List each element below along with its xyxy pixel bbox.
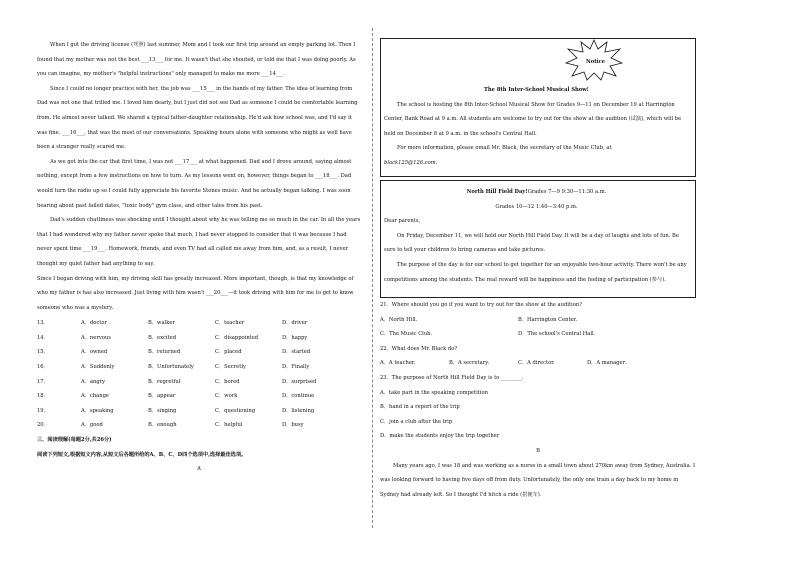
right-column: [380, 38, 696, 502]
option-row: [37, 389, 361, 404]
option-number: 20．: [37, 422, 49, 429]
question-options: [380, 313, 696, 328]
section-instruction: 阅读下列短文,根据短文内容,从短文后各题所给的A、B、C、D四个选项中,选择最佳选项。: [37, 451, 247, 458]
option-b: B．returned: [148, 349, 181, 356]
option-a: A．nervous: [81, 334, 111, 341]
option-b: B．Unfortunately: [148, 364, 194, 371]
field-day-paragraph: On Friday, December 11, we will hold our North Hill Field Day. It will be a day of laughs and lots of fun. Be sure to tell your children to bring cameras and take pictures.: [384, 232, 679, 254]
option-row: [37, 360, 361, 375]
option-row: [37, 418, 361, 433]
left-column: [37, 38, 361, 477]
option-c: C．teacher: [215, 320, 245, 327]
option-a: A．A teacher.: [380, 360, 416, 367]
option-number: 15．: [37, 349, 49, 356]
option-number: 14．: [37, 334, 49, 341]
option-row: [37, 375, 361, 390]
option-c: C．Secretly: [215, 364, 246, 371]
notice-paragraph: The school is hosting the 8th Inter-School Musical Show for Grades 9—11 on December 19 at Harrington Center, Bank Road at 9 a.m. All students are welcome to try out for the show at the audition (试演), which will be held on December 8 at 9 a.m. in the school's Central Hall.: [384, 101, 682, 137]
option-a: A．doctor: [81, 320, 107, 327]
option-a: A．angry: [81, 378, 106, 385]
field-day-heading: [384, 185, 689, 200]
notice-title: The 8th Inter-School Musical Show!: [484, 87, 589, 93]
cloze-options: [37, 316, 361, 433]
option-d: D．busy: [282, 422, 304, 429]
option-a: A．Suddenly: [81, 364, 115, 371]
option-d: D．continue: [282, 393, 315, 400]
cloze-paragraph: As we got into the car that first time, I was not ___17___ at what happened. Dad and I drove around, saying almost nothing, except from a few instructions on how to turn. As my lessons went on, however, things began to ___18___. Dad would turn the radio up so I could fully appreciate his favorite Stones music. And he actually began talking. I was soon hearing about past failed dates, "toxic body" gym class, and other tales from his past.: [37, 158, 352, 209]
option-b: B．singing: [148, 407, 177, 414]
option-c: C．join a club after the trip: [380, 418, 453, 425]
option-d: D．surprised: [282, 378, 317, 385]
option-c: C．work: [215, 393, 238, 400]
option-row: [37, 345, 361, 360]
option-b: B．enough: [148, 422, 177, 429]
cloze-paragraph: When I got the driving license (驾照) last summer, Mom and I took our first trip around an empty parking lot. Then I found that my mother was not the best ___13___ for me. It wasn't that she shouted, or told me that I was doing poorly. As you can imagine, my mother's "helpful instructions" only managed to make me more ___14___.: [37, 42, 356, 78]
option-a: A．speaking: [81, 407, 114, 414]
option-d: D．driver: [282, 320, 308, 327]
option-b: B．hand in a report of the trip: [380, 404, 460, 411]
questions: [380, 298, 696, 444]
option-number: 13．: [37, 320, 49, 327]
field-day-paragraph: The purpose of the day is for our school to get together for an enjoyable two-hour activity. There won't be any competitions among the students. The real reward will be happiness and the feeling of participation (参与).: [384, 261, 687, 283]
option-number: 17．: [37, 378, 49, 385]
option-row: [37, 316, 361, 331]
option-a: A．owned: [81, 349, 108, 356]
option-b: B．appear: [148, 393, 176, 400]
field-day-grades-1: Grades 7—9 9:30—11:30 a.m.: [527, 189, 607, 195]
option-d: D．A manager.: [587, 360, 627, 367]
option-c: C．placed: [215, 349, 242, 356]
option-c: C．The Music Club.: [380, 331, 433, 338]
option-d: D．started: [282, 349, 311, 356]
option-b: B．excited: [148, 334, 177, 341]
option-c: C．disappointed: [215, 334, 259, 341]
notice-box: [380, 38, 696, 177]
option-a: A．take part in the speaking competition: [380, 389, 488, 396]
question-stem: 23．The purpose of North Hill Field Day is to ________.: [380, 374, 524, 381]
option-b: B．A secretary.: [449, 360, 490, 367]
option-number: 19．: [37, 407, 49, 414]
option-number: 18．: [37, 393, 49, 400]
option-d: D．happy: [282, 334, 308, 341]
option-c: C．questioning: [215, 407, 256, 414]
option-d: D．Finally: [282, 364, 310, 371]
passage-b-label: B: [536, 447, 540, 454]
field-day-title: North Hill Field Day!: [466, 189, 528, 195]
option-row: [37, 404, 361, 419]
notice-email: black125@126.com.: [384, 159, 438, 166]
option-a: A．good: [81, 422, 103, 429]
notice-paragraph: For more information, please email Mr. Black, the secretary of the Music Club, at: [397, 145, 612, 152]
question-stem: 21．Where should you go if you want to try out for the show at the audition?: [380, 302, 582, 308]
passage-a-label: A: [197, 466, 201, 473]
option-a: A．North Hill.: [380, 316, 418, 323]
section-title: 三、阅读理解(每题2分,共26分): [37, 437, 112, 444]
option-c: C．A director.: [518, 360, 555, 367]
question-options: [380, 356, 696, 371]
cloze-paragraph: Since I could no longer practice with her, the job was ___15___ in the hands of my father. The idea of learning from Dad was not one that trilled me. I loved him dearly, but I just did not see Dad as someone I could be comfortable learning from. He almost never talked. We shared a typical father-daughter relationship. He'd ask how school was, and I'd say it was fine. ___16___, that was the most of our conversations. Speaking hours alone with someone who might as well have been a stranger really scared me.: [37, 85, 358, 151]
option-d: D．The school's Central Hall.: [518, 331, 596, 338]
field-day-grades-2: Grades 10—12 1:40—3:40 p.m.: [495, 203, 578, 210]
cloze-paragraph: Dad's sudden chattiness was shocking until I thought about why he was telling me so much in the car. In all the years that I had wondered why my father never spoke that much, I had never stopped to consider that it was because I had never spent time ___19___. Homework, friends, and even TV had all called me away from him, and, as a result, I never thought my quiet father had anything to say.: [37, 217, 361, 267]
option-number: 16．: [37, 364, 49, 371]
field-day-greeting: Dear parents,: [384, 218, 421, 225]
notice-label: Notice: [586, 59, 606, 65]
option-b: B．regretful: [148, 378, 181, 385]
option-row: [37, 331, 361, 346]
option-a: A．change: [81, 393, 110, 400]
option-c: C．helpful: [215, 422, 243, 429]
option-b: B．walker: [148, 320, 175, 327]
question-stem: 22．What does Mr. Black do?: [380, 345, 458, 352]
passage-b-text: Many years ago, I was 18 and was working as a nurse in a small town about 270km away from Sydney, Australia. I was looking forward to having five days off from duty. Unfortunately, the only one train a day back to my home in Sydney had already left. So I thought I'd hitch a ride (搭便车).: [380, 462, 696, 498]
option-d: D．listening: [282, 407, 315, 414]
field-day-box: [380, 180, 696, 298]
column-divider: [372, 28, 373, 528]
option-b: B．Harrington Center.: [518, 316, 578, 323]
question-options: [380, 327, 696, 342]
option-d: D．make the students enjoy the trip together: [380, 433, 500, 440]
option-c: C．bored: [215, 378, 240, 385]
cloze-paragraph: Since I began driving with him, my driving skill has greatly increased. More important, though, is that my knowledge of who my father is has also increased. Just living with him wasn't ___20___—it took driving with him for me to get to know someone who was a mystery.: [37, 275, 354, 311]
